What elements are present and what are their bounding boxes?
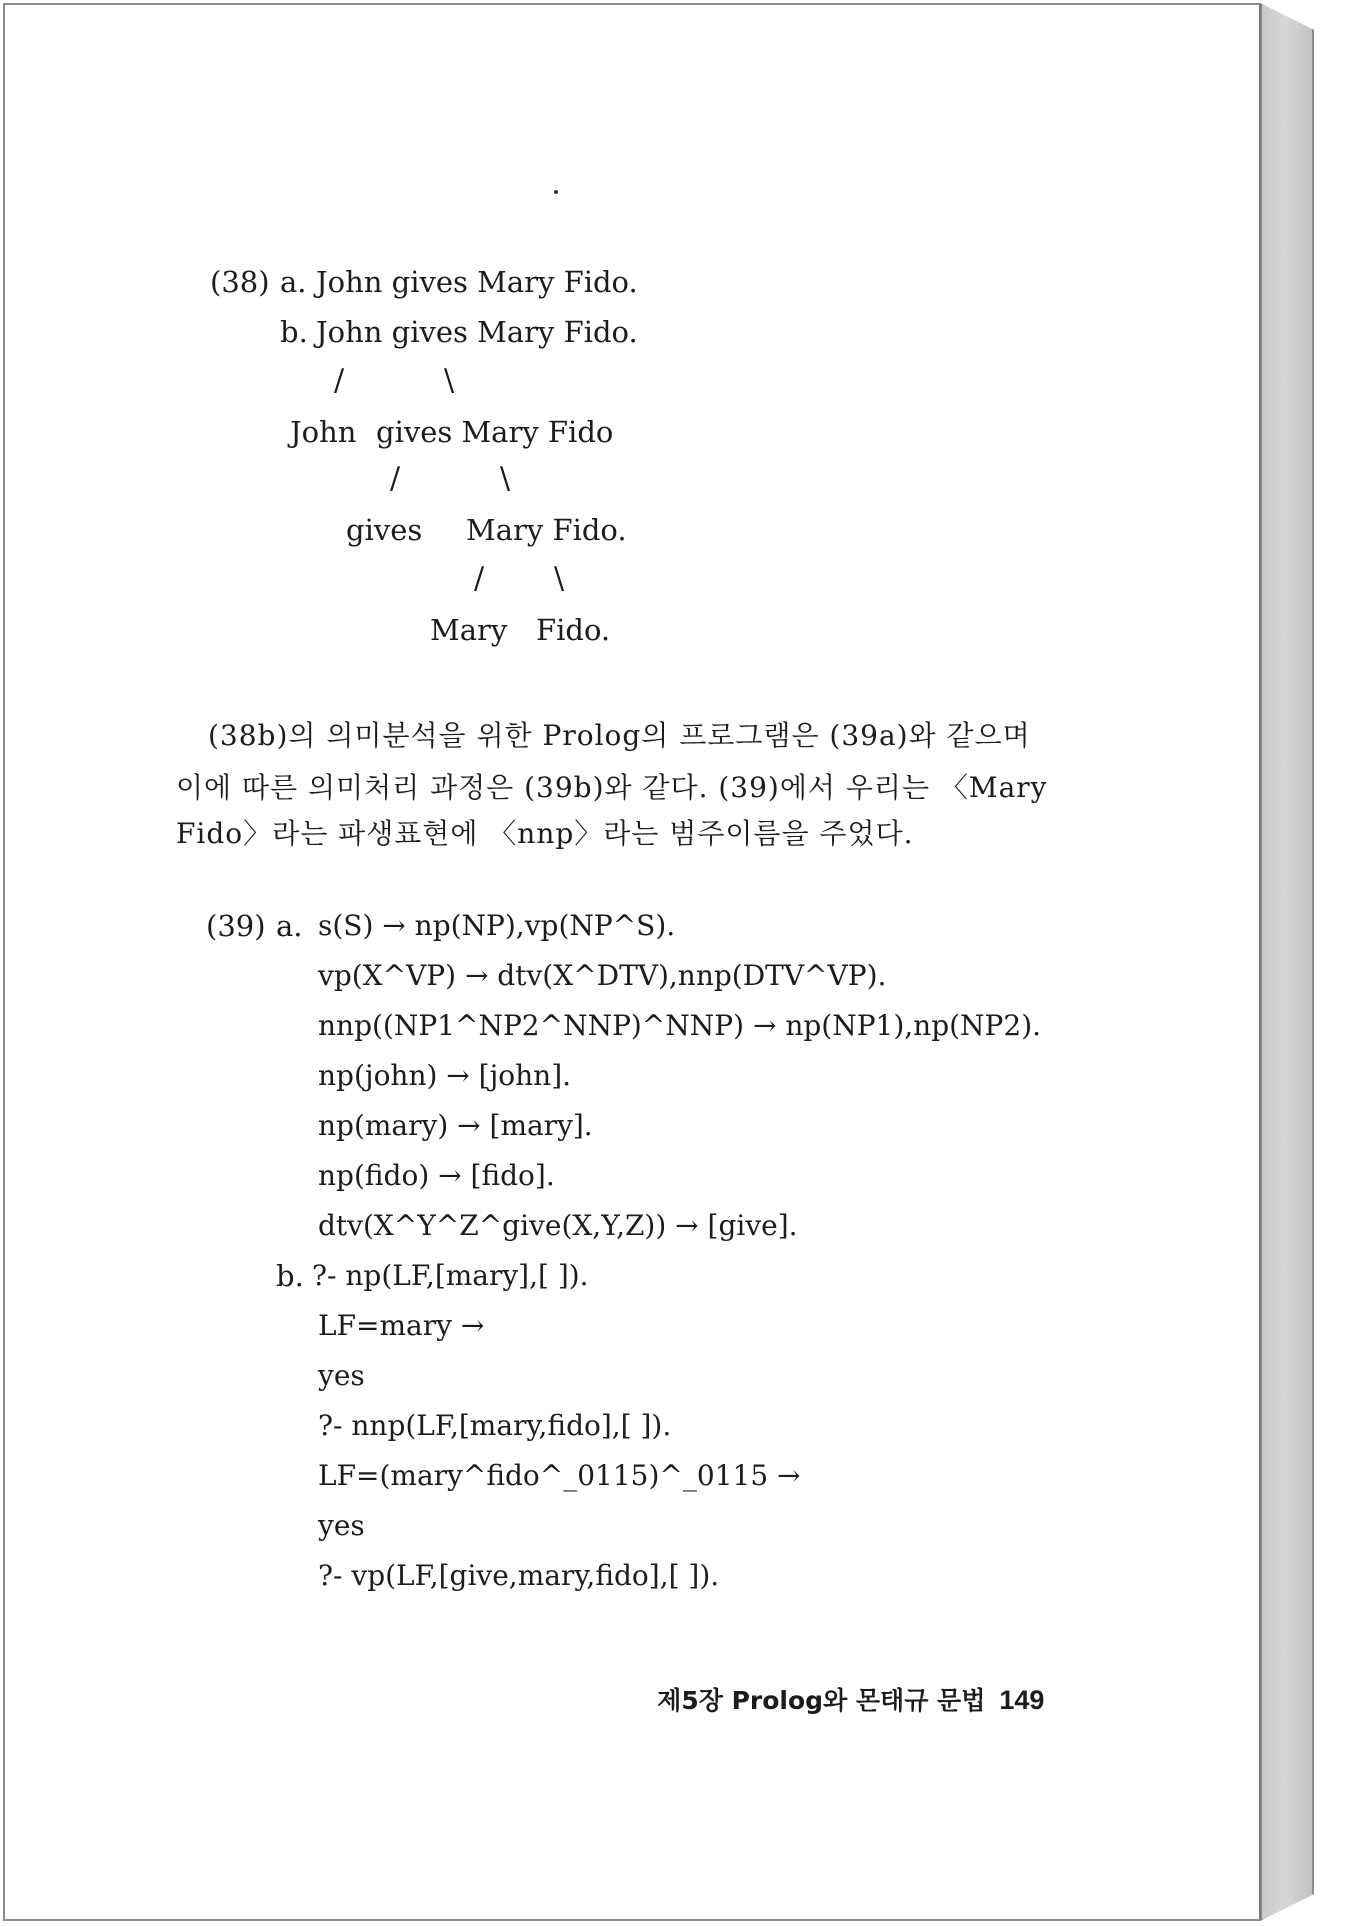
tree-node-gives-mary-fido: gives Mary Fido xyxy=(376,415,614,449)
example-39a-label: a. xyxy=(276,909,303,943)
query-line: LF=(mary^fido^_0115)^_0115 → xyxy=(318,1459,801,1492)
code-line: s(S) → np(NP),vp(NP^S). xyxy=(318,909,676,942)
page-footer xyxy=(640,1650,1044,1717)
tree-branch-left-1: / xyxy=(334,363,345,398)
example-38b-sentence: John gives Mary Fido. xyxy=(316,315,638,349)
query-line: ?- np(LF,[mary],[ ]). xyxy=(312,1259,589,1292)
query-line: ?- nnp(LF,[mary,fido],[ ]). xyxy=(318,1409,672,1442)
page-number: 149 xyxy=(999,1685,1045,1715)
code-line: vp(X^VP) → dtv(X^DTV),nnp(DTV^VP). xyxy=(318,959,887,992)
code-line: np(john) → [john]. xyxy=(318,1059,572,1092)
tree-node-fido: Fido. xyxy=(536,613,611,647)
stray-dot xyxy=(554,190,558,194)
example-38-number: (38) xyxy=(210,265,270,299)
tree-node-mary: Mary xyxy=(430,613,508,647)
tree-branch-right-2: \ xyxy=(500,461,511,496)
tree-node-mary-fido: Mary Fido. xyxy=(466,513,627,547)
query-line: yes xyxy=(318,1359,365,1392)
example-38b-label: b. xyxy=(280,315,308,349)
query-line: yes xyxy=(318,1509,365,1542)
code-line: dtv(X^Y^Z^give(X,Y,Z)) → [give]. xyxy=(318,1209,798,1242)
example-39-number: (39) xyxy=(206,909,266,943)
example-39b-label: b. xyxy=(276,1259,304,1293)
page-edge xyxy=(1260,3,1314,1921)
tree-branch-right-1: \ xyxy=(444,363,455,398)
paragraph-line-1: (38b)의 의미분석을 위한 Prolog의 프로그램은 (39a)와 같으며 xyxy=(208,719,1031,752)
example-38a-sentence: John gives Mary Fido. xyxy=(316,265,638,299)
query-line: LF=mary → xyxy=(318,1309,485,1342)
tree-node-gives: gives xyxy=(346,513,423,547)
code-line: np(mary) → [mary]. xyxy=(318,1109,593,1142)
paragraph-line-3: Fido〉라는 파생표현에 〈nnp〉라는 범주이름을 주었다. xyxy=(176,817,914,850)
tree-branch-left-3: / xyxy=(474,561,485,596)
tree-branch-left-2: / xyxy=(390,461,401,496)
code-line: np(fido) → [fido]. xyxy=(318,1159,555,1192)
paragraph-line-2: 이에 따른 의미처리 과정은 (39b)와 같다. (39)에서 우리는 〈Mary xyxy=(176,771,1048,804)
code-line: nnp((NP1^NP2^NNP)^NNP) → np(NP1),np(NP2). xyxy=(318,1009,1042,1042)
example-38a-label: a. xyxy=(280,265,307,299)
tree-node-john: John xyxy=(290,415,357,449)
chapter-title: 제5장 Prolog와 몬태규 문법 xyxy=(657,1686,986,1715)
tree-branch-right-3: \ xyxy=(554,561,565,596)
query-line: ?- vp(LF,[give,mary,fido],[ ]). xyxy=(318,1559,720,1592)
